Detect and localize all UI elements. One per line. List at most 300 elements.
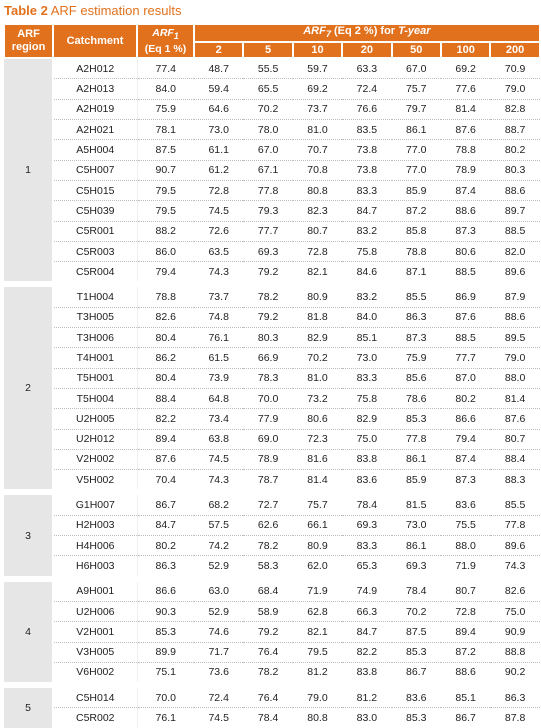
- header-arf-region: ARF region: [4, 24, 53, 58]
- arf7-cell: 78.8: [392, 241, 441, 261]
- arf7-cell: 83.3: [342, 536, 391, 556]
- arf7-cell: 64.8: [194, 388, 243, 408]
- arf7-cell: 70.8: [293, 160, 342, 180]
- arf7-cell: 77.0: [392, 160, 441, 180]
- arf7-cell: 80.9: [293, 284, 342, 307]
- header-year-100: 100: [441, 42, 490, 58]
- arf7-cell: 79.2: [243, 307, 292, 327]
- arf7-cell: 80.2: [490, 140, 539, 160]
- arf7-cell: 78.4: [342, 492, 391, 515]
- arf7-cell: 77.0: [392, 140, 441, 160]
- catchment-cell: H2H003: [53, 515, 137, 535]
- table-row: [4, 470, 540, 493]
- catchment-cell: C5H015: [53, 180, 137, 200]
- arf7-cell: 73.8: [342, 160, 391, 180]
- arf7-cell: 74.3: [504, 559, 526, 572]
- catchment-cell: A9H001: [53, 579, 137, 602]
- arf7-cell: 75.5: [441, 515, 490, 535]
- arf7-cell: 77.9: [243, 409, 292, 429]
- catchment-cell: A2H012: [53, 58, 137, 79]
- arf1-cell: 82.2: [137, 409, 194, 429]
- table-row: [4, 622, 540, 642]
- arf7-cell: 88.6: [441, 201, 490, 221]
- arf7-cell: 73.0: [392, 515, 441, 535]
- table-row: [4, 284, 540, 307]
- arf7-cell: 83.6: [441, 492, 490, 515]
- arf7-cell: 72.7: [243, 492, 292, 515]
- arf7-cell: 83.8: [356, 666, 378, 679]
- arf1-cell: 80.4: [137, 328, 194, 348]
- arf7-cell: 88.5: [490, 221, 539, 241]
- catchment-cell: G1H007: [53, 492, 137, 515]
- arf7-cell: 78.2: [243, 284, 292, 307]
- arf7-cell: 77.6: [441, 79, 490, 99]
- arf7-cell: 75.7: [392, 79, 441, 99]
- arf7-cell: 62.6: [243, 515, 292, 535]
- arf7-cell: 70.2: [243, 99, 292, 119]
- arf7-cell: 59.7: [293, 58, 342, 79]
- arf7-cell: 78.4: [257, 712, 279, 725]
- catchment-cell: T4H001: [53, 348, 137, 368]
- header-arf2-eq: (Eq 2 %) for: [330, 25, 399, 37]
- arf7-cell: 82.1: [307, 265, 328, 278]
- table-row: [4, 140, 540, 160]
- arf7-cell: 83.2: [342, 284, 391, 307]
- region-cell: 3: [4, 492, 53, 578]
- arf7-cell: 85.9: [406, 473, 427, 486]
- table-row: [4, 328, 540, 348]
- arf7-cell: 85.5: [490, 492, 539, 515]
- table-row: [4, 429, 540, 449]
- arf7-cell: 85.8: [392, 221, 441, 241]
- arf7-cell: 80.3: [490, 160, 539, 180]
- arf7-cell: 73.9: [194, 368, 243, 388]
- catchment-cell: U2H006: [53, 601, 137, 621]
- table-row: [4, 536, 540, 556]
- arf7-cell: 75.8: [342, 241, 391, 261]
- arf7-cell: 66.9: [243, 348, 292, 368]
- arf7-cell: 73.0: [342, 348, 391, 368]
- region-cell: 4: [4, 579, 53, 685]
- arf7-cell: 77.8: [490, 515, 539, 535]
- arf7-cell: 74.2: [194, 536, 243, 556]
- arf7-cell: 67.1: [243, 160, 292, 180]
- arf1-cell: 77.4: [137, 58, 194, 79]
- arf7-cell: 76.1: [194, 328, 243, 348]
- table-header: [4, 24, 540, 58]
- arf7-cell: 74.9: [342, 579, 391, 602]
- catchment-cell: A2H021: [53, 120, 137, 140]
- arf7-cell: 75.0: [490, 601, 539, 621]
- arf7-cell: 70.2: [392, 601, 441, 621]
- arf7-cell: 74.3: [208, 265, 229, 278]
- arf7-cell: 68.2: [194, 492, 243, 515]
- arf-results-table: [3, 23, 541, 728]
- arf7-cell: 87.3: [455, 473, 476, 486]
- table-row: [4, 388, 540, 408]
- arf7-cell: 87.5: [392, 622, 441, 642]
- catchment-cell: C5H014: [53, 685, 137, 708]
- arf7-cell: 83.6: [356, 473, 378, 486]
- arf7-cell: 88.0: [490, 368, 539, 388]
- arf7-cell: 73.2: [293, 388, 342, 408]
- table-row: [4, 241, 540, 261]
- region-cell: 5: [4, 685, 53, 728]
- arf7-cell: 72.4: [194, 685, 243, 708]
- table-row: [4, 120, 540, 140]
- region-cell: 2: [4, 284, 53, 492]
- arf7-cell: 79.3: [243, 201, 292, 221]
- arf7-cell: 87.6: [441, 307, 490, 327]
- table-row: [4, 201, 540, 221]
- arf7-cell: 82.2: [342, 642, 391, 662]
- catchment-cell: A2H013: [53, 79, 137, 99]
- catchment-cell: A2H019: [53, 99, 137, 119]
- arf7-cell: 82.3: [293, 201, 342, 221]
- arf7-cell: 69.2: [441, 58, 490, 79]
- arf7-cell: 72.8: [441, 601, 490, 621]
- table-row: [4, 515, 540, 535]
- arf7-cell: 89.6: [490, 536, 539, 556]
- arf7-cell: 73.8: [342, 140, 391, 160]
- arf1-cell: 86.3: [155, 559, 176, 572]
- region-cell: 1: [4, 58, 53, 284]
- arf7-cell: 87.3: [392, 328, 441, 348]
- arf7-cell: 81.0: [293, 120, 342, 140]
- arf7-cell: 77.7: [441, 348, 490, 368]
- arf1-cell: 86.6: [137, 579, 194, 602]
- arf7-cell: 72.4: [342, 79, 391, 99]
- arf7-cell: 80.6: [293, 409, 342, 429]
- table-row: [4, 662, 540, 685]
- arf7-cell: 82.6: [490, 579, 539, 602]
- arf1-cell: 79.5: [137, 180, 194, 200]
- arf7-cell: 80.7: [293, 221, 342, 241]
- arf7-cell: 74.5: [194, 201, 243, 221]
- arf1-cell: 90.3: [137, 601, 194, 621]
- arf7-cell: 88.6: [490, 307, 539, 327]
- arf7-cell: 74.5: [208, 712, 229, 725]
- arf7-cell: 86.9: [441, 284, 490, 307]
- arf7-cell: 87.4: [441, 180, 490, 200]
- arf7-cell: 74.5: [194, 449, 243, 469]
- arf7-cell: 79.2: [243, 622, 292, 642]
- catchment-cell: H4H006: [53, 536, 137, 556]
- arf1-cell: 84.7: [137, 515, 194, 535]
- arf7-cell: 86.1: [392, 449, 441, 469]
- arf7-cell: 75.0: [342, 429, 391, 449]
- arf7-cell: 57.5: [194, 515, 243, 535]
- arf7-cell: 52.9: [194, 601, 243, 621]
- table-row: [4, 368, 540, 388]
- region-group-4: [4, 579, 540, 685]
- arf7-cell: 63.5: [194, 241, 243, 261]
- arf7-cell: 55.5: [243, 58, 292, 79]
- arf7-cell: 83.3: [342, 368, 391, 388]
- arf7-cell: 80.6: [441, 241, 490, 261]
- arf7-cell: 84.7: [342, 622, 391, 642]
- arf7-cell: 67.0: [392, 58, 441, 79]
- header-arf1-main: ARF: [152, 26, 174, 39]
- arf7-cell: 89.7: [490, 201, 539, 221]
- arf7-cell: 87.2: [441, 642, 490, 662]
- arf7-cell: 83.3: [342, 180, 391, 200]
- arf7-cell: 69.0: [243, 429, 292, 449]
- arf7-cell: 80.9: [293, 536, 342, 556]
- header-arf2-tyear: T-year: [398, 25, 431, 37]
- arf7-cell: 64.6: [194, 99, 243, 119]
- arf7-cell: 81.4: [490, 388, 539, 408]
- header-arf2: [194, 24, 540, 42]
- arf7-cell: 88.3: [504, 473, 526, 486]
- arf7-cell: 88.5: [455, 265, 476, 278]
- arf7-cell: 75.8: [342, 388, 391, 408]
- arf7-cell: 81.4: [441, 99, 490, 119]
- arf7-cell: 81.5: [392, 492, 441, 515]
- catchment-cell: V5H002: [53, 470, 137, 493]
- arf7-cell: 82.0: [490, 241, 539, 261]
- arf7-cell: 78.6: [392, 388, 441, 408]
- arf7-cell: 75.9: [392, 348, 441, 368]
- arf1-cell: 86.0: [137, 241, 194, 261]
- arf7-cell: 87.1: [406, 265, 427, 278]
- arf1-cell: 78.1: [137, 120, 194, 140]
- arf7-cell: 61.1: [194, 140, 243, 160]
- arf1-cell: 80.2: [137, 536, 194, 556]
- arf7-cell: 83.6: [392, 685, 441, 708]
- catchment-cell: T3H005: [53, 307, 137, 327]
- arf7-cell: 80.7: [441, 579, 490, 602]
- header-arf1-eq: (Eq 1 %): [144, 42, 187, 55]
- arf7-cell: 85.3: [406, 712, 427, 725]
- arf7-cell: 88.7: [490, 120, 539, 140]
- arf7-cell: 59.4: [194, 79, 243, 99]
- arf7-cell: 89.6: [504, 265, 526, 278]
- arf7-cell: 86.7: [455, 712, 476, 725]
- table-caption: [4, 3, 182, 18]
- catchment-cell: V2H002: [53, 449, 137, 469]
- arf7-cell: 78.0: [243, 120, 292, 140]
- header-arf2-sub: 7: [325, 29, 331, 40]
- arf7-cell: 83.2: [342, 221, 391, 241]
- arf7-cell: 89.5: [490, 328, 539, 348]
- arf7-cell: 68.4: [243, 579, 292, 602]
- arf7-cell: 80.8: [293, 180, 342, 200]
- table-caption-title: ARF estimation results: [50, 3, 182, 18]
- arf7-cell: 87.2: [392, 201, 441, 221]
- arf7-cell: 74.8: [194, 307, 243, 327]
- arf7-cell: 74.6: [194, 622, 243, 642]
- arf7-cell: 65.5: [243, 79, 292, 99]
- header-arf1-sub: 1: [173, 30, 179, 41]
- arf7-cell: 77.8: [392, 429, 441, 449]
- header-year-20: 20: [342, 42, 391, 58]
- arf7-cell: 78.8: [441, 140, 490, 160]
- arf7-cell: 79.0: [490, 79, 539, 99]
- header-arf2-main: ARF: [303, 25, 326, 37]
- arf1-cell: 75.9: [137, 99, 194, 119]
- arf7-cell: 81.8: [293, 307, 342, 327]
- arf7-cell: 75.7: [293, 492, 342, 515]
- arf1-cell: 79.5: [137, 201, 194, 221]
- arf1-cell: 88.2: [137, 221, 194, 241]
- arf7-cell: 82.9: [293, 328, 342, 348]
- arf7-cell: 85.1: [342, 328, 391, 348]
- arf7-cell: 83.5: [342, 120, 391, 140]
- arf7-cell: 81.2: [342, 685, 391, 708]
- arf7-cell: 72.8: [194, 180, 243, 200]
- arf7-cell: 58.9: [243, 601, 292, 621]
- arf7-cell: 87.9: [490, 284, 539, 307]
- arf7-cell: 77.8: [243, 180, 292, 200]
- arf7-cell: 87.0: [441, 368, 490, 388]
- arf7-cell: 88.0: [441, 536, 490, 556]
- arf7-cell: 88.8: [490, 642, 539, 662]
- arf7-cell: 88.4: [490, 449, 539, 469]
- arf7-cell: 83.8: [342, 449, 391, 469]
- arf7-cell: 76.4: [243, 685, 292, 708]
- arf7-cell: 79.5: [293, 642, 342, 662]
- arf7-cell: 86.1: [392, 120, 441, 140]
- catchment-cell: T5H001: [53, 368, 137, 388]
- arf7-cell: 85.3: [392, 642, 441, 662]
- arf7-cell: 85.9: [392, 180, 441, 200]
- arf7-cell: 73.4: [194, 409, 243, 429]
- arf7-cell: 69.3: [342, 515, 391, 535]
- arf7-cell: 52.9: [208, 559, 229, 572]
- arf7-cell: 69.2: [293, 79, 342, 99]
- region-group-3: [4, 492, 540, 578]
- catchment-cell: T1H004: [53, 284, 137, 307]
- arf7-cell: 70.0: [243, 388, 292, 408]
- arf7-cell: 88.6: [490, 180, 539, 200]
- arf7-cell: 82.9: [342, 409, 391, 429]
- arf7-cell: 80.7: [490, 429, 539, 449]
- arf7-cell: 78.9: [243, 449, 292, 469]
- header-year-5: 5: [243, 42, 292, 58]
- catchment-cell: C5H039: [53, 201, 137, 221]
- arf7-cell: 87.6: [441, 120, 490, 140]
- table-row: [4, 449, 540, 469]
- arf7-cell: 78.9: [441, 160, 490, 180]
- header-year-10: 10: [293, 42, 342, 58]
- arf7-cell: 86.7: [406, 666, 427, 679]
- arf7-cell: 71.7: [194, 642, 243, 662]
- arf1-cell: 80.4: [137, 368, 194, 388]
- catchment-cell: H6H003: [53, 556, 137, 579]
- region-group-5: [4, 685, 540, 728]
- arf7-cell: 73.7: [194, 284, 243, 307]
- arf1-cell: 75.1: [155, 666, 176, 679]
- arf7-cell: 90.9: [490, 622, 539, 642]
- arf7-cell: 86.3: [392, 307, 441, 327]
- arf7-cell: 81.4: [307, 473, 328, 486]
- header-year-2: 2: [194, 42, 243, 58]
- arf7-cell: 70.7: [293, 140, 342, 160]
- arf7-cell: 86.1: [392, 536, 441, 556]
- arf7-cell: 79.4: [441, 429, 490, 449]
- catchment-cell: V6H002: [53, 662, 137, 685]
- arf1-cell: 76.1: [155, 712, 176, 725]
- arf7-cell: 79.7: [392, 99, 441, 119]
- arf7-cell: 85.1: [441, 685, 490, 708]
- table-row: [4, 685, 540, 708]
- arf1-cell: 78.8: [137, 284, 194, 307]
- arf7-cell: 90.2: [504, 666, 526, 679]
- arf7-cell: 63.0: [194, 579, 243, 602]
- table-row: [4, 307, 540, 327]
- arf1-cell: 82.6: [137, 307, 194, 327]
- arf7-cell: 84.0: [342, 307, 391, 327]
- table-row: [4, 642, 540, 662]
- arf7-cell: 87.4: [441, 449, 490, 469]
- arf7-cell: 87.3: [441, 221, 490, 241]
- arf1-cell: 70.4: [155, 473, 176, 486]
- arf7-cell: 76.6: [342, 99, 391, 119]
- arf7-cell: 61.5: [194, 348, 243, 368]
- arf7-cell: 66.3: [342, 601, 391, 621]
- arf1-cell: 90.7: [137, 160, 194, 180]
- arf7-cell: 62.0: [307, 559, 328, 572]
- header-arf1: [137, 24, 194, 58]
- arf7-cell: 82.1: [293, 622, 342, 642]
- arf7-cell: 77.7: [243, 221, 292, 241]
- arf7-cell: 86.6: [441, 409, 490, 429]
- arf7-cell: 66.1: [293, 515, 342, 535]
- arf7-cell: 74.3: [208, 473, 229, 486]
- table-row: [4, 262, 540, 285]
- arf7-cell: 87.8: [504, 712, 526, 725]
- table-row: [4, 79, 540, 99]
- header-year-50: 50: [392, 42, 441, 58]
- catchment-cell: T3H006: [53, 328, 137, 348]
- catchment-cell: U2H012: [53, 429, 137, 449]
- arf7-cell: 81.0: [293, 368, 342, 388]
- table-row: [4, 409, 540, 429]
- arf7-cell: 78.4: [392, 579, 441, 602]
- arf7-cell: 69.3: [406, 559, 427, 572]
- arf7-cell: 85.5: [392, 284, 441, 307]
- arf7-cell: 70.2: [293, 348, 342, 368]
- region-group-1: [4, 58, 540, 284]
- arf7-cell: 78.2: [257, 666, 279, 679]
- arf7-cell: 76.4: [243, 642, 292, 662]
- arf7-cell: 72.8: [293, 241, 342, 261]
- arf7-cell: 89.4: [441, 622, 490, 642]
- arf7-cell: 63.3: [342, 58, 391, 79]
- arf7-cell: 79.0: [490, 348, 539, 368]
- arf7-cell: 78.7: [257, 473, 279, 486]
- arf7-cell: 85.6: [392, 368, 441, 388]
- arf7-cell: 78.3: [243, 368, 292, 388]
- table-caption-label: Table 2: [4, 3, 48, 18]
- table-row: [4, 180, 540, 200]
- arf7-cell: 81.2: [307, 666, 328, 679]
- arf1-cell: 87.5: [137, 140, 194, 160]
- arf7-cell: 58.3: [257, 559, 279, 572]
- arf7-cell: 72.6: [194, 221, 243, 241]
- table-row: [4, 99, 540, 119]
- table-row: [4, 58, 540, 79]
- arf1-cell: 79.4: [155, 265, 176, 278]
- arf7-cell: 79.0: [293, 685, 342, 708]
- catchment-cell: T5H004: [53, 388, 137, 408]
- catchment-cell: V2H001: [53, 622, 137, 642]
- catchment-cell: C5R004: [53, 262, 137, 285]
- table-row: [4, 579, 540, 602]
- arf1-cell: 86.7: [137, 492, 194, 515]
- arf7-cell: 79.2: [257, 265, 279, 278]
